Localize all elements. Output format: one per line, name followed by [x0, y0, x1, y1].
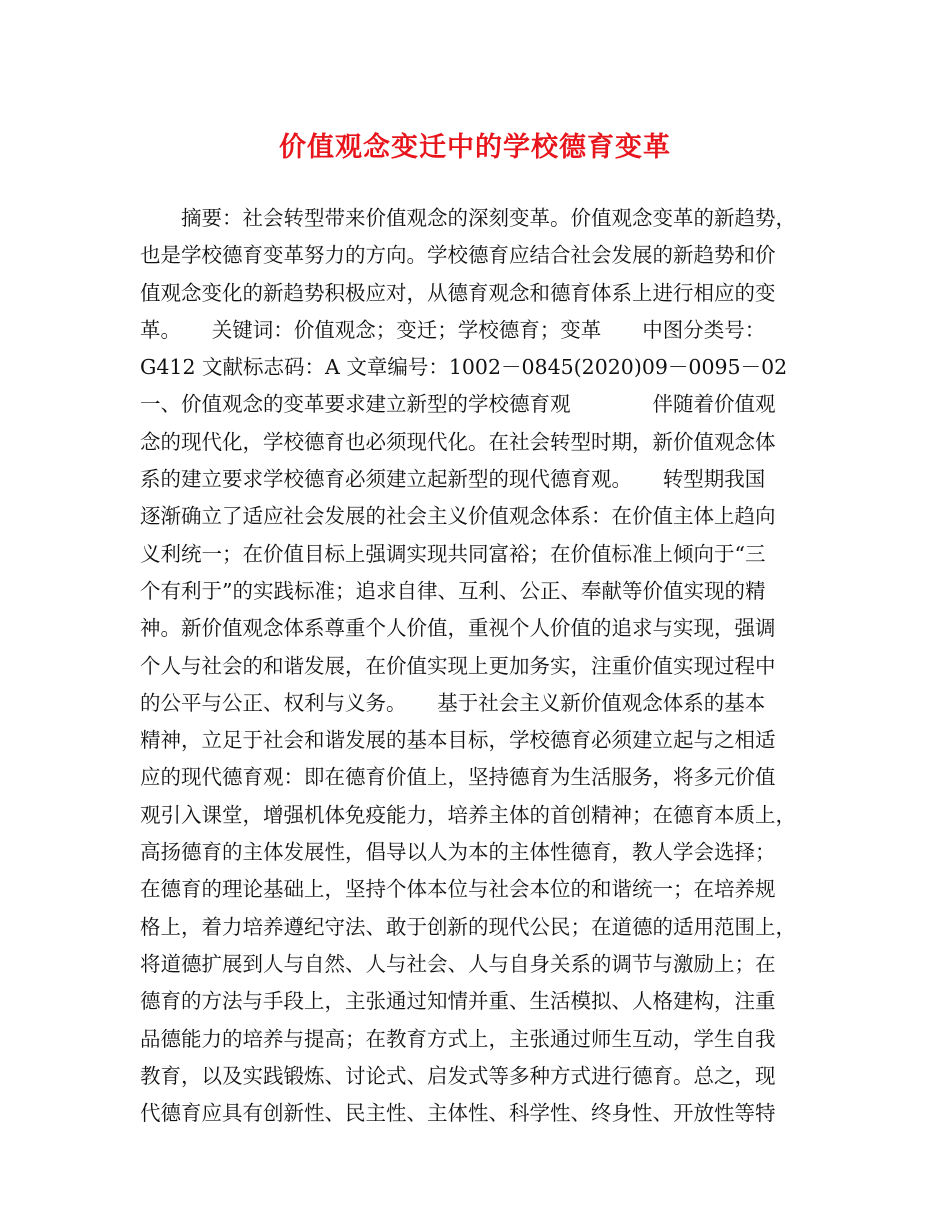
body-line: 高扬德育的主体发展性，倡导以人为本的主体性德育，教人学会选择；: [140, 840, 776, 865]
body-line: 系的建立要求学校德育必须建立起新型的现代德育观。 转型期我国: [140, 467, 766, 492]
body-line: 德育的方法与手段上，主张通过知情并重、生活模拟、人格建构，注重: [140, 989, 776, 1014]
body-line: 应的现代德育观：即在德育价值上，坚持德育为生活服务，将多元价值: [140, 765, 776, 790]
body-line: 个有利于”的实践标准；追求自律、互利、公正、奉献等价值实现的精: [140, 578, 766, 603]
body-line: 观引入课堂，增强机体免疫能力，培养主体的首创精神；在德育本质上，: [140, 802, 796, 827]
body-line: 在德育的理论基础上，坚持个体本位与社会本位的和谐统一；在培养规: [140, 877, 776, 902]
body-line: 的公平与公正、权利与义务。 基于社会主义新价值观念体系的基本: [140, 690, 766, 715]
body-line: 神。新价值观念体系尊重个人价值，重视个人价值的追求与实现，强调: [140, 616, 776, 641]
body-line: 值观念变化的新趋势积极应对，从德育观念和德育体系上进行相应的变: [140, 280, 776, 305]
body-line: 品德能力的培养与提高；在教育方式上，主张通过师生互动，学生自我: [140, 1026, 776, 1051]
body-line: 将道德扩展到人与自然、人与社会、人与自身关系的调节与激励上；在: [140, 951, 776, 976]
body-line: 义利统一；在价值目标上强调实现共同富裕；在价值标准上倾向于“三: [140, 541, 766, 566]
body-line: 革。 关键词：价值观念；变迁；学校德育；变革 中图分类号：: [140, 317, 766, 342]
body-line: 念的现代化，学校德育也必须现代化。在社会转型时期，新价值观念体: [140, 429, 776, 454]
body-line: 精神，立足于社会和谐发展的基本目标，学校德育必须建立起与之相适: [140, 728, 776, 753]
body-line: 教育，以及实践锻炼、讨论式、启发式等多种方式进行德育。总之，现: [140, 1063, 776, 1088]
body-line: 也是学校德育变革努力的方向。学校德育应结合社会发展的新趋势和价: [140, 243, 776, 268]
document-title: 价值观念变迁中的学校德育变革: [279, 132, 671, 163]
body-line: G412 文献标志码：A 文章编号：1002－0845(2020)09－0095－02: [140, 355, 788, 380]
body-line: 摘要：社会转型带来价值观念的深刻变革。价值观念变革的新趋势，: [181, 206, 796, 230]
body-line: 一、价值观念的变革要求建立新型的学校德育观 伴随着价值观: [140, 392, 776, 417]
body-line: 代德育应具有创新性、民主性、主体性、科学性、终身性、开放性等特: [140, 1101, 776, 1126]
document-body: [140, 200, 826, 1132]
body-line: 格上，着力培养遵纪守法、敢于创新的现代公民；在道德的适用范围上，: [140, 914, 796, 939]
body-line: 个人与社会的和谐发展，在价值实现上更加务实，注重价值实现过程中: [140, 653, 776, 678]
body-line: 逐渐确立了适应社会发展的社会主义价值观念体系：在价值主体上趋向: [140, 504, 776, 529]
